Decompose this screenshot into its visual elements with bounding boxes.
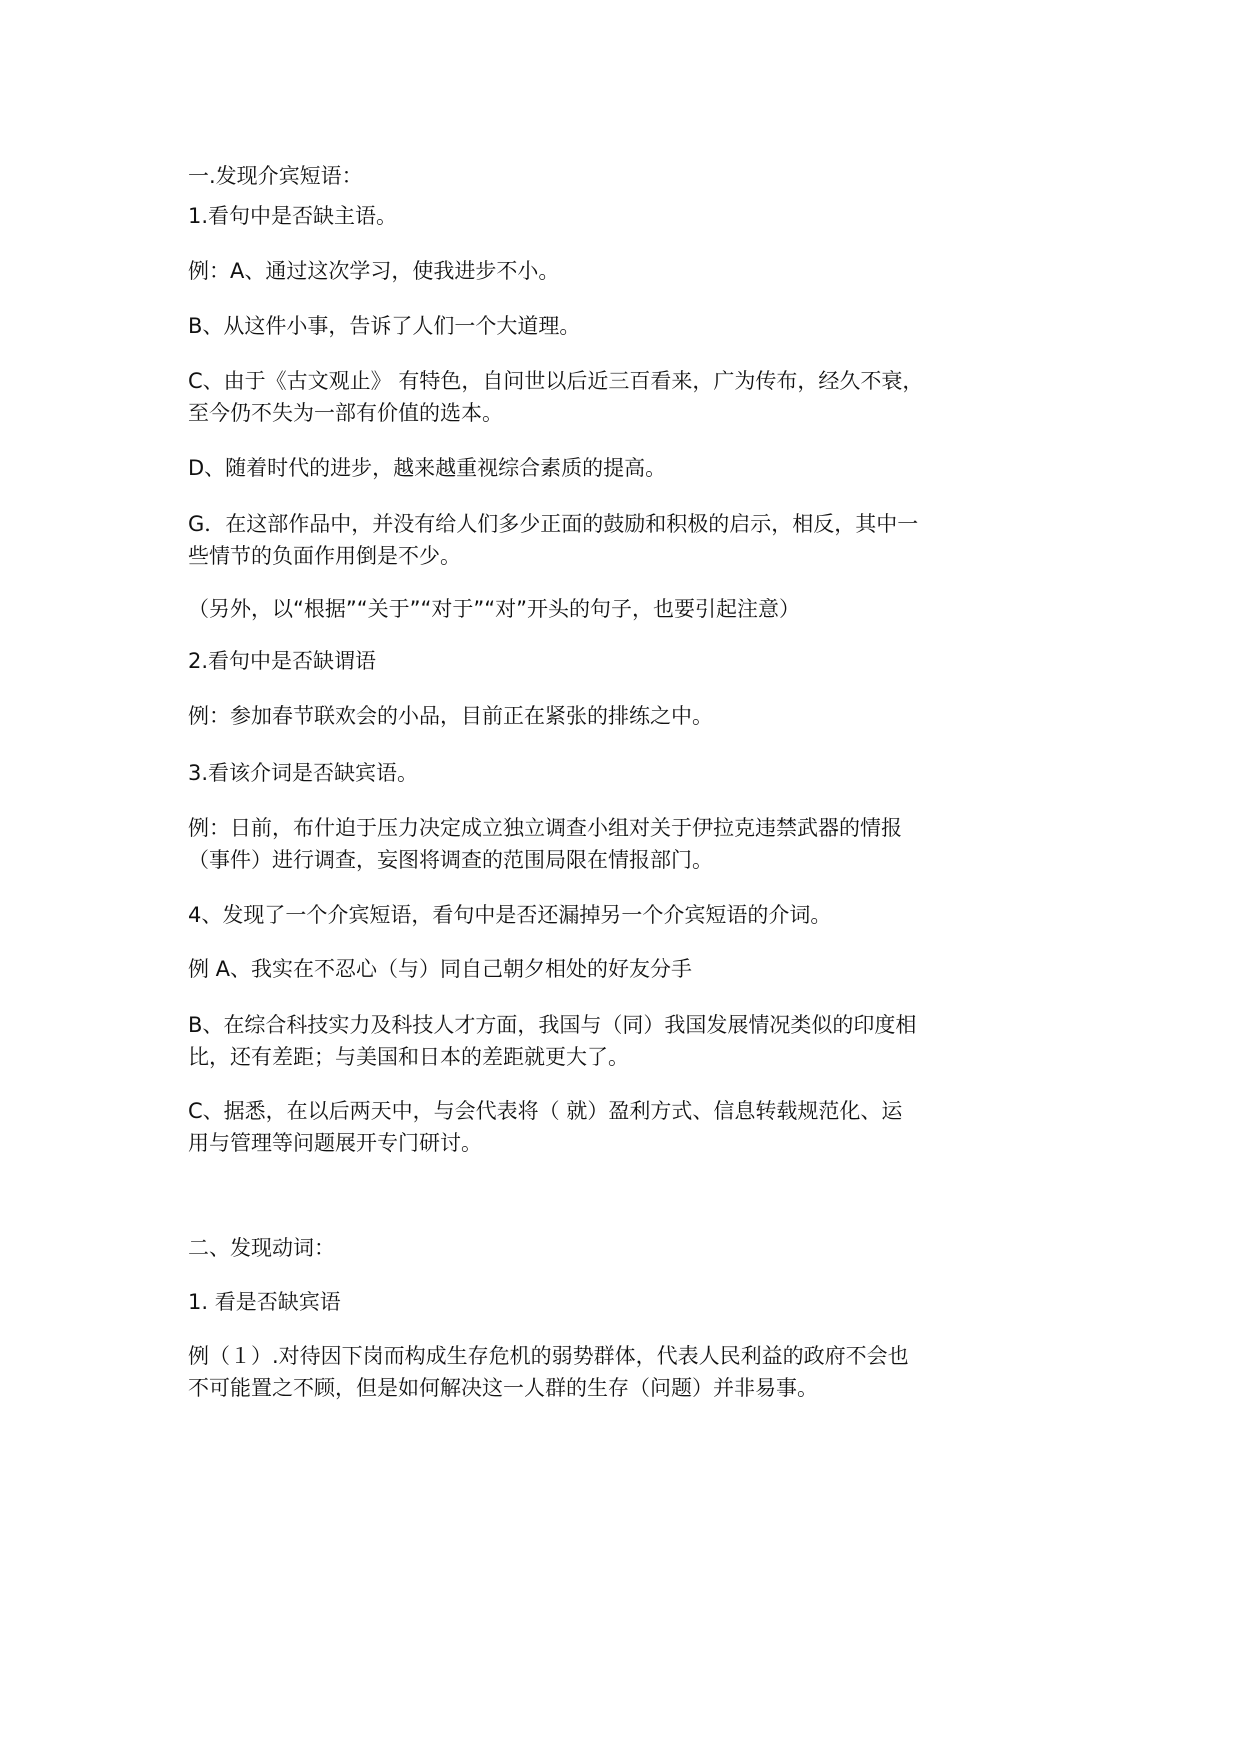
item-1-heading: 1.看句中是否缺主语。: [188, 204, 398, 228]
example-g-line-1: G．在这部作品中，并没有给人们多少正面的鼓励和积极的启示，相反，其中一: [188, 512, 919, 536]
example-g-line-2: 些情节的负面作用倒是不少。: [188, 544, 461, 568]
example-c-line-1: C、由于《古文观止》 有特色，自问世以后近三百看来，广为传布，经久不衰，: [188, 369, 924, 393]
item-2-heading: 2.看句中是否缺谓语: [188, 649, 377, 673]
example-c-line-2: 至今仍不失为一部有价值的选本。: [188, 401, 503, 425]
example-d: D、随着时代的进步，越来越重视综合素质的提高。: [188, 456, 667, 480]
item-4-example-c-line-1: C、据悉，在以后两天中，与会代表将（ 就）盈利方式、信息转载规范化、运: [188, 1099, 903, 1123]
verb-item-1-heading: 1. 看是否缺宾语: [188, 1290, 341, 1314]
item-3-example-line-2: （事件）进行调查，妄图将调查的范围局限在情报部门。: [188, 848, 713, 872]
item-3-example-line-1: 例：日前，布什迫于压力决定成立独立调查小组对关于伊拉克违禁武器的情报: [188, 816, 902, 840]
heading-verbs: 二、发现动词：: [188, 1236, 335, 1260]
heading-prepositional-phrase: 一.发现介宾短语：: [188, 164, 363, 188]
item-3-heading: 3.看该介词是否缺宾语。: [188, 761, 419, 785]
verb-example-1-line-1: 例（１）.对待因下岗而构成生存危机的弱势群体，代表人民利益的政府不会也: [188, 1344, 909, 1368]
item-4-heading: 4、发现了一个介宾短语，看句中是否还漏掉另一个介宾短语的介词。: [188, 903, 832, 927]
item-4-example-b-line-2: 比，还有差距；与美国和日本的差距就更大了。: [188, 1045, 629, 1069]
item-4-example-c-line-2: 用与管理等问题展开专门研讨。: [188, 1131, 482, 1155]
example-b: B、从这件小事，告诉了人们一个大道理。: [188, 314, 581, 338]
example-a: 例：A、通过这次学习，使我进步不小。: [188, 259, 560, 283]
item-4-example-b-line-1: B、在综合科技实力及科技人才方面，我国与（同）我国发展情况类似的印度相: [188, 1013, 917, 1037]
note-paragraph: （另外，以“根据”“关于”“对于”“对”开头的句子，也要引起注意）: [188, 597, 801, 621]
item-2-example: 例：参加春节联欢会的小品，目前正在紧张的排练之中。: [188, 704, 713, 728]
verb-example-1-line-2: 不可能置之不顾，但是如何解决这一人群的生存（问题）并非易事。: [188, 1376, 818, 1400]
item-4-example-a: 例 A、我实在不忍心（与）同自己朝夕相处的好友分手: [188, 957, 693, 981]
